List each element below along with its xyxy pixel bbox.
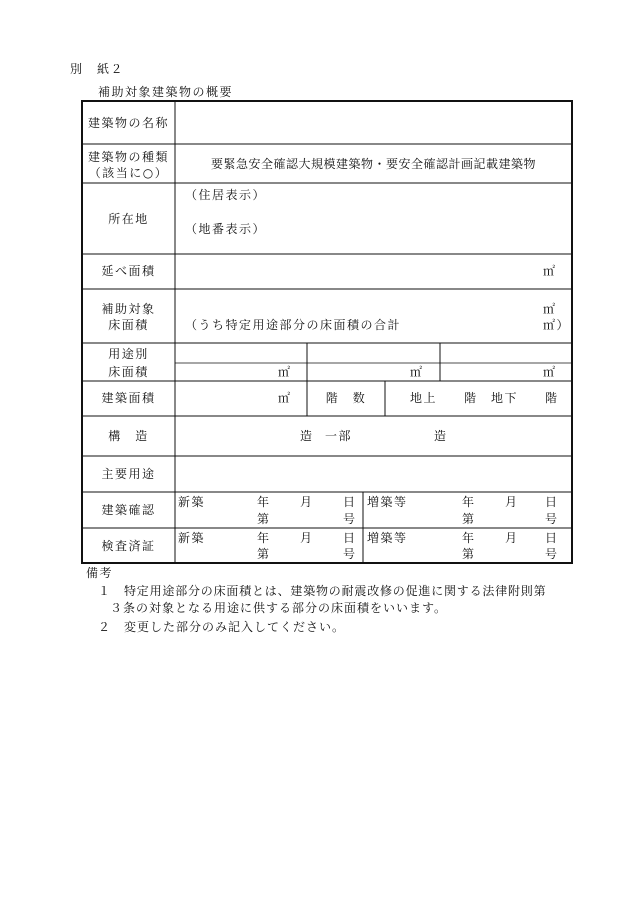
note-1-number: １	[98, 584, 112, 598]
use-area-unit-2: ㎡	[410, 365, 424, 379]
label-structure: 構 造	[108, 429, 149, 443]
confirmation-ext-day: 日	[545, 495, 559, 509]
use-area-unit-1: ㎡	[278, 365, 292, 379]
note-2-text: 変更した部分のみ記入してください。	[124, 620, 346, 634]
confirmation-new-year: 年	[257, 495, 271, 509]
address-residence: （住居表示）	[185, 188, 267, 202]
note-2-number: ２	[98, 620, 112, 634]
label-building-area: 建築面積	[101, 391, 156, 405]
structure-part: 造	[434, 429, 448, 443]
structure-main: 造	[300, 429, 314, 443]
subsidy-special-use-note: （うち特定用途部分の床面積の合計	[185, 318, 402, 332]
floors-label: 階 数	[325, 391, 367, 405]
floors-below-label: 地下	[491, 391, 519, 405]
note-1-line-1: 特定用途部分の床面積とは、建築物の耐震改修の促進に関する法律附則第	[124, 584, 547, 598]
structure-part-label: 一部	[325, 429, 353, 443]
confirmation-ext-year: 年	[462, 495, 476, 509]
inspection-new-day: 日	[343, 531, 357, 545]
confirmation-new-dai: 第	[257, 512, 271, 526]
confirmation-ext-dai: 第	[462, 512, 476, 526]
label-use-area-2: 床面積	[108, 365, 149, 379]
label-location: 所在地	[108, 212, 149, 226]
notes-heading: 備考	[86, 566, 114, 580]
inspection-ext-dai: 第	[462, 547, 476, 561]
confirmation-new-gou: 号	[343, 512, 357, 526]
floors-below-unit: 階	[545, 391, 559, 405]
floors-above-unit: 階	[464, 391, 478, 405]
confirmation-ext-label: 増築等	[367, 495, 408, 509]
total-area-unit: ㎡	[543, 264, 557, 278]
inspection-ext-day: 日	[545, 531, 559, 545]
address-lot: （地番表示）	[185, 222, 267, 236]
floors-above-label: 地上	[410, 391, 438, 405]
confirmation-new-month: 月	[300, 495, 314, 509]
label-inspection-certificate: 検査済証	[101, 539, 156, 553]
label-use-area-1: 用途別	[108, 347, 149, 361]
label-building-confirmation: 建築確認	[101, 503, 156, 517]
inspection-ext-month: 月	[505, 531, 519, 545]
inspection-ext-label: 増築等	[367, 531, 408, 545]
inspection-new-label: 新築	[178, 531, 206, 545]
confirmation-new-day: 日	[343, 495, 357, 509]
inspection-new-month: 月	[300, 531, 314, 545]
subsidy-area-unit: ㎡	[543, 302, 557, 316]
label-building-type-1: 建築物の種類	[87, 150, 169, 164]
label-building-name: 建築物の名称	[87, 116, 169, 130]
label-subsidy-area-1: 補助対象	[101, 302, 156, 316]
inspection-new-year: 年	[257, 531, 271, 545]
label-subsidy-area-2: 床面積	[108, 318, 149, 332]
label-main-use: 主要用途	[101, 467, 156, 481]
form-title: 補助対象建築物の概要	[98, 85, 234, 99]
inspection-ext-gou: 号	[545, 547, 559, 561]
confirmation-ext-month: 月	[505, 495, 519, 509]
label-total-floor-area: 延べ面積	[101, 264, 156, 278]
building-area-unit: ㎡	[278, 391, 292, 405]
label-building-type-2: （該当に○）	[88, 166, 169, 180]
note-1-line-2: ３条の対象となる用途に供する部分の床面積をいいます。	[110, 601, 448, 615]
inspection-ext-year: 年	[462, 531, 476, 545]
inspection-new-dai: 第	[257, 547, 271, 561]
confirmation-ext-gou: 号	[545, 512, 559, 526]
building-type-options: 要緊急安全確認大規模建築物・要安全確認計画記載建築物	[210, 157, 536, 171]
subsidy-special-use-unit: ㎡）	[543, 318, 571, 332]
use-area-unit-3: ㎡	[543, 365, 557, 379]
confirmation-new-label: 新築	[178, 495, 206, 509]
attachment-label: 別 紙２	[70, 62, 125, 76]
inspection-new-gou: 号	[343, 547, 357, 561]
